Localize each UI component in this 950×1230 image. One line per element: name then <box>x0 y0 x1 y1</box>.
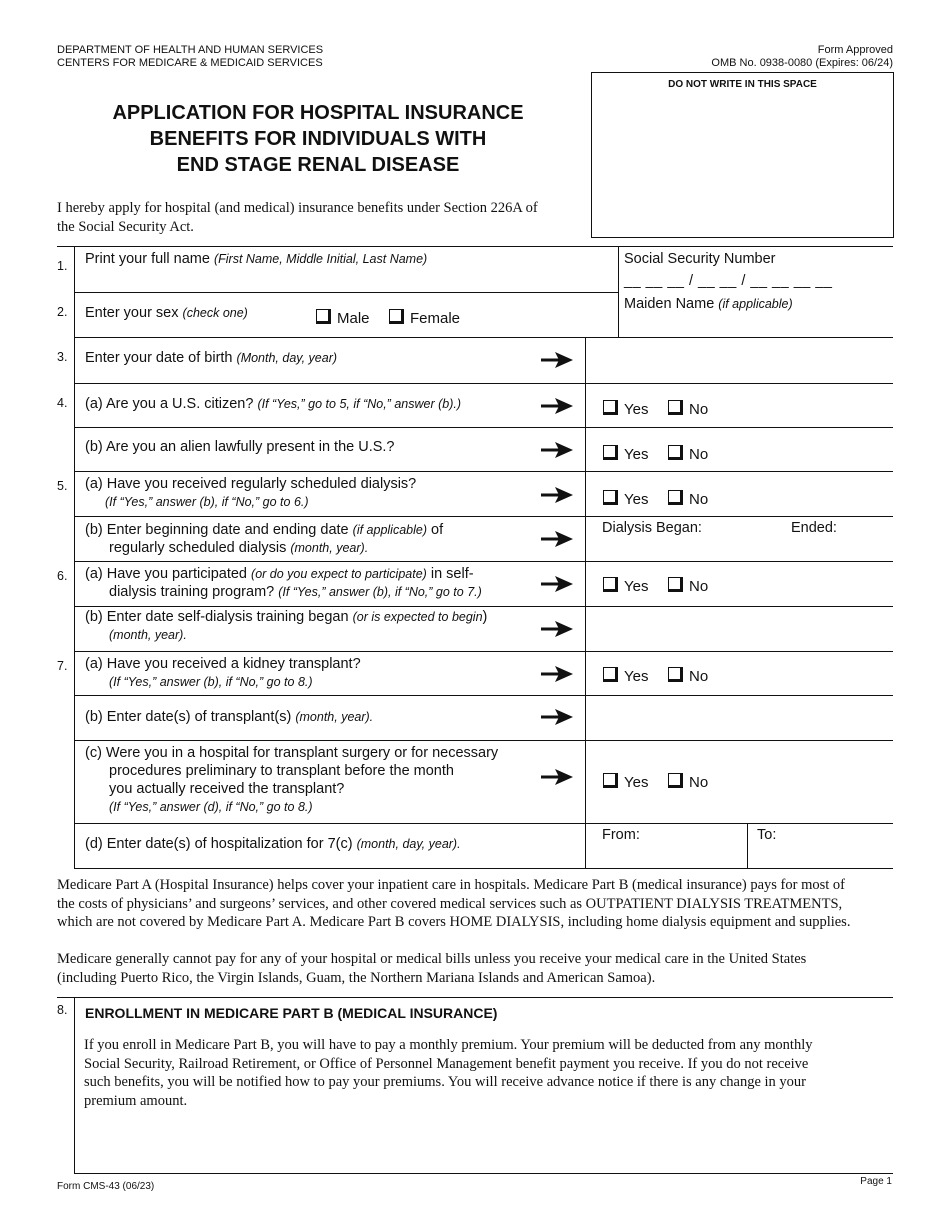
rule <box>57 246 893 247</box>
checkbox-label: Yes <box>624 668 649 685</box>
citizen-question <box>85 395 461 413</box>
question-hint: (First Name, Middle Initial, Last Name) <box>213 252 428 266</box>
omb-block <box>711 44 893 70</box>
transplant-yes-checkbox[interactable] <box>603 667 648 685</box>
form-id: Form CMS-43 (06/23) <box>57 1181 155 1192</box>
question-hint: (month, year). <box>290 541 369 555</box>
alien-yes-checkbox[interactable] <box>603 445 648 463</box>
checkbox-square <box>603 773 618 788</box>
question-hint: (or do you expect to participate) <box>251 567 427 581</box>
rule <box>74 246 75 869</box>
question-hint: (month, day, year). <box>356 837 461 851</box>
rule <box>75 383 893 384</box>
paragraph-line: the costs of physicians’ and surgeons’ services, and other covered medical services such as OUTPATIENT DIALYSIS TREATMENTS, <box>57 895 843 912</box>
medicare-info-paragraph <box>57 876 850 932</box>
transplant-date-question <box>85 708 373 726</box>
question-hint: (If “Yes,” go to 5, if “No,” answer (b).) <box>257 397 461 411</box>
citizen-no-checkbox[interactable] <box>668 400 708 418</box>
transplant-date-input[interactable] <box>587 697 893 739</box>
checkbox-square <box>603 400 618 415</box>
question-hint: (if applicable) <box>352 523 427 537</box>
rule <box>74 1173 893 1174</box>
hospital-yes-checkbox[interactable] <box>603 773 648 791</box>
alien-no-checkbox[interactable] <box>668 445 708 463</box>
maiden-name-field[interactable] <box>624 295 793 313</box>
question-text: (c) Were you in a hospital for transplant surgery or for necessary <box>85 745 499 761</box>
question-text: Enter your sex <box>85 305 179 321</box>
question-text: (d) Enter date(s) of hospitalization for 7(c) <box>85 836 353 852</box>
rule <box>75 606 893 607</box>
question-text: (b) Enter date(s) of transplant(s) <box>85 709 292 725</box>
checkbox-square <box>603 577 618 592</box>
checkbox-square <box>668 490 683 505</box>
question-number: 4. <box>57 396 68 410</box>
question-number: 7. <box>57 659 68 673</box>
transplant-question <box>85 655 361 691</box>
question-text: (a) Have you received regularly scheduled dialysis? <box>85 476 417 492</box>
question-text: dialysis training program? <box>109 584 275 600</box>
form-approved: Form Approved <box>817 44 893 56</box>
question-hint: (If “Yes,” answer (b), if “No,” go to 6.) <box>105 495 309 509</box>
rule <box>75 561 893 562</box>
question-text: Enter your date of birth <box>85 350 233 366</box>
rule <box>75 292 618 293</box>
rule <box>57 997 893 998</box>
arrow-right-icon <box>541 768 573 786</box>
agency-block <box>57 44 323 70</box>
rule <box>747 823 748 869</box>
full-name-field[interactable] <box>85 250 427 268</box>
question-text: Print your full name <box>85 251 210 267</box>
question-hint: (If “Yes,” answer (b), if “No,” go to 7.) <box>278 585 482 599</box>
question-text: in self- <box>430 566 474 582</box>
arrow-right-icon <box>541 441 573 459</box>
dob-question <box>85 349 337 367</box>
question-hint: (month, year). <box>295 710 374 724</box>
arrow-right-icon <box>541 530 573 548</box>
rule <box>75 651 893 652</box>
question-hint: (check one) <box>182 306 248 320</box>
paragraph-line: Social Security, Railroad Retirement, or Office of Personnel Management benefit payment you receive. If you do not receive <box>84 1055 809 1072</box>
hospitalization-to-field[interactable]: To: <box>757 827 777 843</box>
checkbox-label: Yes <box>624 774 649 791</box>
question-text: (b) Enter date self-dialysis training began <box>85 609 349 625</box>
form-title <box>57 100 579 178</box>
question-number: 2. <box>57 305 68 319</box>
intro-line: I hereby apply for hospital (and medical) insurance benefits under Section 226A of <box>57 200 538 216</box>
rule <box>75 471 893 472</box>
question-text: regularly scheduled dialysis <box>109 540 287 556</box>
title-line: END STAGE RENAL DISEASE <box>176 154 460 176</box>
question-hint: (month, year). <box>109 628 187 642</box>
checkbox-square <box>668 667 683 682</box>
checkbox-square <box>316 309 331 324</box>
question-text: (a) Have you participated <box>85 566 247 582</box>
do-not-write-label: DO NOT WRITE IN THIS SPACE <box>668 79 817 90</box>
training-question <box>85 565 482 601</box>
checkbox-label: No <box>689 491 709 508</box>
question-number: 3. <box>57 350 68 364</box>
checkbox-label: Female <box>410 310 461 327</box>
paragraph-line: Medicare generally cannot pay for any of your hospital or medical bills unless you receive your medical care in the United States <box>57 951 807 967</box>
checkbox-square <box>603 667 618 682</box>
intro-statement <box>57 199 538 236</box>
omb-number: OMB No. 0938-0080 (Expires: 06/24) <box>711 57 893 69</box>
dialysis-yes-checkbox[interactable] <box>603 490 648 508</box>
training-no-checkbox[interactable] <box>668 577 708 595</box>
arrow-right-icon <box>541 351 573 369</box>
rule <box>75 695 893 696</box>
page-number: Page 1 <box>860 1176 892 1187</box>
checkbox-label: Yes <box>624 401 649 418</box>
question-hint: (Month, day, year) <box>236 351 338 365</box>
alien-question: (b) Are you an alien lawfully present in the U.S.? <box>85 439 395 455</box>
hospital-stay-question <box>85 744 498 816</box>
checkbox-square <box>603 445 618 460</box>
hospital-no-checkbox[interactable] <box>668 773 708 791</box>
rule <box>75 337 893 338</box>
question-text: procedures preliminary to transplant before the month <box>109 763 454 779</box>
rule <box>75 823 893 824</box>
paragraph-line: premium amount. <box>84 1092 188 1109</box>
training-date-question <box>85 608 487 644</box>
question-number: 5. <box>57 479 68 493</box>
title-line: BENEFITS FOR INDIVIDUALS WITH <box>149 128 487 150</box>
question-text: ) <box>482 609 488 625</box>
dialysis-ended-field[interactable]: Ended: <box>791 520 837 536</box>
ssn-field[interactable]: __ __ __ / __ __ / __ __ __ __ <box>624 273 833 289</box>
dialysis-began-field[interactable]: Dialysis Began: <box>602 520 702 536</box>
arrow-right-icon <box>541 665 573 683</box>
transplant-no-checkbox[interactable] <box>668 667 708 685</box>
checkbox-label: No <box>689 446 709 463</box>
hospitalization-dates-question <box>85 835 461 853</box>
question-hint: (If “Yes,” answer (d), if “No,” go to 8.) <box>109 800 313 814</box>
question-number: 6. <box>57 569 68 583</box>
training-yes-checkbox[interactable] <box>603 577 648 595</box>
question-text: (a) Have you received a kidney transplant? <box>85 656 361 672</box>
checkbox-label: Male <box>337 310 370 327</box>
paragraph-line: If you enroll in Medicare Part B, you will have to pay a monthly premium. Your premium will be deducted from any monthly <box>84 1037 813 1053</box>
rule <box>75 427 893 428</box>
medicare-coverage-paragraph <box>57 950 806 987</box>
checkbox-label: No <box>689 774 709 791</box>
checkbox-label: No <box>689 668 709 685</box>
field-hint: (if applicable) <box>718 297 793 311</box>
title-line: APPLICATION FOR HOSPITAL INSURANCE <box>112 102 524 124</box>
question-hint: (or is expected to begin <box>352 610 483 624</box>
male-checkbox[interactable] <box>316 309 370 327</box>
dob-input[interactable] <box>587 339 893 382</box>
checkbox-label: No <box>689 401 709 418</box>
rule <box>585 337 586 869</box>
arrow-right-icon <box>541 620 573 638</box>
paragraph-line: which are not covered by Medicare Part A. Medicare Part B covers HOME DIALYSIS, including home dialysis equipment and supplies. <box>57 914 851 930</box>
sex-question <box>85 304 248 322</box>
question-hint: (If “Yes,” answer (b), if “No,” go to 8.) <box>109 675 313 689</box>
arrow-right-icon <box>541 397 573 415</box>
checkbox-label: Yes <box>624 578 649 595</box>
checkbox-square <box>389 309 404 324</box>
rule <box>75 868 893 869</box>
paragraph-line: (including Puerto Rico, the Virgin Islands, Guam, the Northern Mariana Islands and American Samoa). <box>57 969 656 986</box>
rule <box>74 997 75 1174</box>
office-use-box <box>591 72 894 238</box>
field-label: Maiden Name <box>624 296 715 312</box>
checkbox-square <box>603 490 618 505</box>
checkbox-square <box>668 773 683 788</box>
question-text: (b) Enter beginning date and ending date <box>85 522 349 538</box>
paragraph-line: Medicare Part A (Hospital Insurance) helps cover your inpatient care in hospitals. Medicare Part B (medical insurance) pays for most of <box>57 877 845 893</box>
checkbox-square <box>668 445 683 460</box>
checkbox-square <box>668 400 683 415</box>
arrow-right-icon <box>541 708 573 726</box>
dialysis-dates-question <box>85 521 443 557</box>
ssn-label: Social Security Number <box>624 251 776 267</box>
question-number: 8. <box>57 1003 68 1017</box>
arrow-right-icon <box>541 575 573 593</box>
arrow-right-icon <box>541 486 573 504</box>
part-b-paragraph <box>84 1036 813 1110</box>
question-text: (a) Are you a U.S. citizen? <box>85 396 254 412</box>
training-date-input[interactable] <box>587 608 893 650</box>
question-text: you actually received the transplant? <box>109 781 345 797</box>
question-text: of <box>431 522 444 538</box>
checkbox-label: Yes <box>624 446 649 463</box>
citizen-yes-checkbox[interactable] <box>603 400 648 418</box>
dialysis-no-checkbox[interactable] <box>668 490 708 508</box>
agency-line: CENTERS FOR MEDICARE & MEDICAID SERVICES <box>57 57 323 69</box>
section-heading: ENROLLMENT IN MEDICARE PART B (MEDICAL INSURANCE) <box>85 1005 498 1021</box>
rule <box>75 740 893 741</box>
agency-line: DEPARTMENT OF HEALTH AND HUMAN SERVICES <box>57 44 324 56</box>
rule <box>618 246 619 338</box>
checkbox-label: Yes <box>624 491 649 508</box>
intro-line: the Social Security Act. <box>57 218 194 235</box>
question-number: 1. <box>57 259 68 273</box>
female-checkbox[interactable] <box>389 309 460 327</box>
dialysis-question <box>85 475 416 511</box>
paragraph-line: such benefits, you will be notified how to pay your premiums. You will receive advance notice if there is any change in your <box>84 1074 806 1090</box>
checkbox-label: No <box>689 578 709 595</box>
rule <box>75 516 893 517</box>
hospitalization-from-field[interactable]: From: <box>602 827 640 843</box>
checkbox-square <box>668 577 683 592</box>
